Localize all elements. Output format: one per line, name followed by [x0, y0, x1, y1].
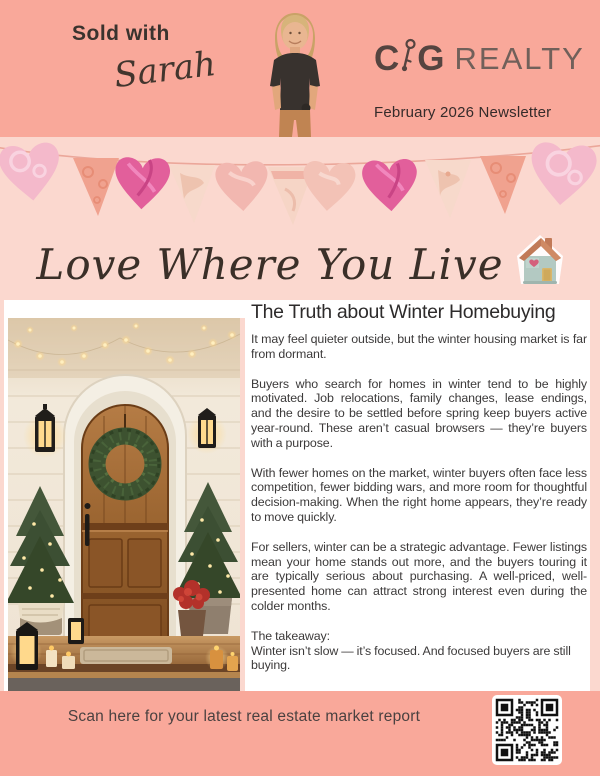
article-takeaway-label: The takeaway: — [251, 628, 330, 643]
house-icon — [516, 234, 564, 290]
article — [251, 301, 587, 673]
logo-letter-c: C — [374, 39, 400, 78]
key-icon — [400, 37, 416, 82]
article-paragraph: With fewer homes on the market, winter buyers often face less competition, fewer bidding wars, and more room for thoughtful decision-making. When the right home appears, they’re ready to move quickly. — [251, 465, 587, 524]
header — [0, 0, 600, 137]
banner-title-row — [0, 238, 600, 290]
banner-title: Love Where You Live — [36, 239, 504, 289]
heart-bunting-garland — [0, 137, 600, 237]
logo-letter-g: G — [417, 39, 445, 78]
brand-sold-with: Sold with — [72, 22, 170, 45]
article-paragraph: It may feel quieter outside, but the winter housing market is far from dormant. — [251, 332, 587, 361]
porch-photo — [8, 318, 240, 691]
agent-photo — [250, 8, 340, 137]
agent-portrait-illustration — [250, 8, 340, 137]
qr-code — [492, 695, 562, 765]
logo-realty-text: REALTY — [454, 41, 585, 76]
footer — [0, 691, 600, 776]
article-takeaway-text: Winter isn’t slow — it’s focused. And focused buyers are still buying. — [251, 643, 571, 673]
brokerage-logo — [374, 36, 586, 82]
brand-sarah-signature: Sarah — [111, 43, 219, 97]
brand — [72, 22, 219, 97]
valentine-banner — [0, 137, 600, 300]
photo-divider — [240, 318, 245, 691]
footer-cta-text: Scan here for your latest real estate market report — [67, 708, 421, 725]
article-paragraph: Buyers who search for homes in winter tend to be highly motivated. Job relocations, family changes, lease endings, and the desire to be settled before spring keep buyers active year-round. These aren’t casual browsers — they’re buyers with a purpose. — [251, 376, 587, 450]
article-title: The Truth about Winter Homebuying — [251, 301, 556, 323]
door-mat-icon — [80, 647, 172, 664]
brokerage-logo-block — [374, 36, 586, 121]
newsletter-date: February 2026 Newsletter — [374, 104, 552, 121]
article-paragraph: For sellers, winter can be a strategic advantage. Fewer listings mean your home stands out more, and the buyers touring it are typically serious about purchasing. A well-priced, well-presented home can attract strong interest even during the colder months. — [251, 539, 587, 613]
main-content — [0, 300, 600, 691]
